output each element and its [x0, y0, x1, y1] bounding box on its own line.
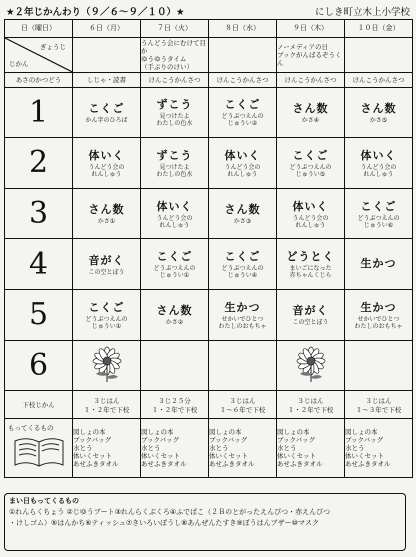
subject: 音がく [88, 253, 125, 267]
dismissal-cell: ３じ２５分 １・２年で下校 [141, 391, 209, 418]
lesson-detail: うんどう会の れんしゅう [360, 163, 397, 178]
bring-cell: 図しょの本 ブックバッグ 水とう 体いくセット あせふきタオル [141, 418, 209, 477]
subject: こくご [224, 250, 261, 264]
lesson-detail: どうぶつえんの じゅうい④ [221, 265, 264, 280]
lesson-cell [277, 138, 345, 189]
period-6-cell [73, 340, 141, 391]
period-number: 5 [5, 290, 73, 341]
flower-icon [286, 344, 336, 384]
lesson-cell [73, 239, 141, 290]
dismissal-row [5, 391, 413, 418]
lesson-detail: うんどう会の れんしゅう [224, 163, 261, 178]
lesson-cell [277, 188, 345, 239]
subject: ずこう [156, 148, 193, 162]
subject: 生かつ [360, 257, 397, 271]
period-number: 1 [5, 87, 73, 138]
period-row [5, 138, 413, 189]
dismissal-cell: ３じはん １・２年で下校 [277, 391, 345, 418]
subject: 体いく [88, 148, 125, 162]
lesson-cell [141, 138, 209, 189]
subject: さん数 [156, 304, 193, 318]
lesson-cell [73, 87, 141, 138]
period-6-cell [209, 340, 277, 391]
event-cell [73, 37, 141, 72]
morning-cell: けんこうかんさつ [209, 72, 277, 87]
bring-label-cell [5, 418, 73, 477]
morning-row [5, 72, 413, 87]
lesson-detail: まいごになった 赤ちゃんくじら [289, 265, 332, 280]
subject: さん数 [88, 203, 125, 217]
dismissal-cell: ３じはん １〜６年で下校 [209, 391, 277, 418]
dismissal-label: 下校じかん [5, 391, 73, 418]
subject: さん数 [360, 101, 397, 115]
period-row [5, 87, 413, 138]
events-row-head [5, 37, 73, 72]
period-6-cell [141, 340, 209, 391]
lesson-detail: どうぶつえんの じゅうい② [221, 113, 264, 128]
lesson-detail: この空とぼう [292, 319, 329, 327]
lesson-detail: かさ③ [233, 218, 252, 226]
period-row [5, 239, 413, 290]
lesson-cell [209, 290, 277, 341]
period-number: 3 [5, 188, 73, 239]
flower-icon [82, 344, 132, 384]
morning-cell: しじゃ・読書 [73, 72, 141, 87]
book-icon [11, 433, 67, 469]
lesson-detail: 見つけたよ わたしの色水 [156, 163, 193, 178]
lesson-detail: どうぶつえんの じゅうい① [85, 315, 128, 330]
lesson-detail: この空とぼう [88, 268, 125, 276]
event-cell [345, 37, 413, 72]
school-name: にしき町立木上小学校 [314, 7, 410, 18]
bring-cell: 図しょの本 ブックバッグ 水とう 体いくセット あせふきタオル [209, 418, 277, 477]
events-label: ぎょうじ [40, 42, 66, 51]
lesson-detail: かさ④ [301, 116, 320, 124]
subject: 音がく [292, 304, 329, 318]
subject: 体いく [224, 148, 261, 162]
bring-cell: 図しょの本 ブックバッグ 水とう 体いくセット あせふきタオル [73, 418, 141, 477]
lesson-cell [345, 239, 413, 290]
period-row [5, 188, 413, 239]
subject: 体いく [156, 199, 193, 213]
lesson-cell [277, 290, 345, 341]
lesson-cell [141, 239, 209, 290]
subject: こくご [88, 300, 125, 314]
period-number: 6 [5, 340, 73, 391]
bring-row [5, 418, 413, 477]
lesson-cell [209, 239, 277, 290]
lesson-cell [209, 87, 277, 138]
corner-cell: 日（曜日） [5, 20, 73, 38]
events-row [5, 37, 413, 72]
lesson-detail: かさ② [165, 319, 184, 327]
subject: こくご [88, 101, 125, 115]
daily-items-line-2: ・けしゴム）⑤はんかち⑥ティッシュ⑦きいろいぼうし⑧あんぜんたすき⑨ぼうはんブザー⑩マスク [9, 519, 319, 527]
lesson-cell [345, 188, 413, 239]
morning-cell: けんこうかんさつ [141, 72, 209, 87]
event-cell: うんどう会にむけて目か ゆうゆうタイム （手ぶりのけい） [141, 37, 209, 72]
daily-items-box [4, 493, 406, 551]
lesson-cell [277, 87, 345, 138]
daily-items-line-1: ①れんらくちょう ②じゆうブート③れんらくぶくろ④ふでばこ（２Ｂのとがったえんぴつ・赤えんぴつ [9, 508, 331, 516]
subject: ずこう [156, 98, 193, 112]
lesson-cell [141, 87, 209, 138]
lesson-detail: うんどう会の れんしゅう [156, 214, 193, 229]
period-number: 4 [5, 239, 73, 290]
period-6-cell [277, 340, 345, 391]
event-cell [209, 37, 277, 72]
dismissal-cell: ３じはん １・２年で下校 [73, 391, 141, 418]
period-row [5, 290, 413, 341]
lesson-detail: うんどう会の れんしゅう [88, 163, 125, 178]
lesson-detail: どうぶつえんの じゅうい⑥ [357, 214, 400, 229]
subject: 生かつ [360, 300, 397, 314]
lesson-cell [141, 188, 209, 239]
lesson-detail: どうぶつえんの じゅうい① [153, 265, 196, 280]
subject: さん数 [292, 101, 329, 115]
page-title: ★２年じかんわり（９／６〜９／１０）★ [6, 7, 185, 18]
subject: こくご [360, 199, 397, 213]
lesson-detail: うんどう会の れんしゅう [292, 214, 329, 229]
lesson-cell [209, 138, 277, 189]
day-header: １０日（金） [345, 20, 413, 38]
lesson-detail: どうぶつえんの じゅうい⑤ [289, 163, 332, 178]
lesson-detail: かさ① [97, 218, 116, 226]
lesson-cell [345, 87, 413, 138]
morning-label: あさのかつどう [5, 72, 73, 87]
daily-items-title: まい日もってくるもの [9, 497, 79, 505]
event-cell: ノーメディアの日 ブックがんばるぞうくん [277, 37, 345, 72]
subject: さん数 [224, 203, 261, 217]
period-row [5, 340, 413, 391]
subject: こくご [156, 250, 193, 264]
subject: こくご [224, 98, 261, 112]
header [6, 3, 410, 17]
lesson-detail: かん字のひろば [85, 116, 128, 124]
day-header-row [5, 20, 413, 38]
subject: こくご [292, 148, 329, 162]
subject: 体いく [292, 199, 329, 213]
period-number: 2 [5, 138, 73, 189]
lesson-detail [345, 271, 412, 273]
day-header: ９日（木） [277, 20, 345, 38]
period-6-cell [345, 340, 413, 391]
lesson-cell [209, 188, 277, 239]
day-header: ７日（火） [141, 20, 209, 38]
bring-label: もってくるもの [8, 423, 54, 432]
lesson-cell [73, 188, 141, 239]
day-header: ８日（水） [209, 20, 277, 38]
timetable [4, 19, 413, 478]
lesson-cell [73, 290, 141, 341]
lesson-detail: 見つけたよ わたしの色水 [156, 113, 193, 128]
subject: 体いく [360, 148, 397, 162]
lesson-detail: かさ⑤ [369, 116, 388, 124]
lesson-cell [345, 290, 413, 341]
class-label: じかん [9, 59, 29, 68]
lesson-cell [141, 290, 209, 341]
dismissal-cell: ３じはん １〜３年で下校 [345, 391, 413, 418]
morning-cell: けんこうかんさつ [277, 72, 345, 87]
subject: どうとく [286, 250, 335, 264]
day-header: ６日（月） [73, 20, 141, 38]
bring-cell: 図しょの本 ブックバッグ 水とう 体いくセット あせふきタオル [345, 418, 413, 477]
morning-cell: けんこうかんさつ [345, 72, 413, 87]
lesson-detail: せかいでひとつ わたしのおもちゃ [218, 315, 267, 330]
subject: 生かつ [224, 300, 261, 314]
lesson-cell [345, 138, 413, 189]
lesson-cell [73, 138, 141, 189]
bring-cell: 図しょの本 ブックバッグ 水とう 体いくセット あせふきタオル [277, 418, 345, 477]
lesson-detail: せかいでひとつ わたしのおもちゃ [354, 315, 403, 330]
lesson-cell [277, 239, 345, 290]
